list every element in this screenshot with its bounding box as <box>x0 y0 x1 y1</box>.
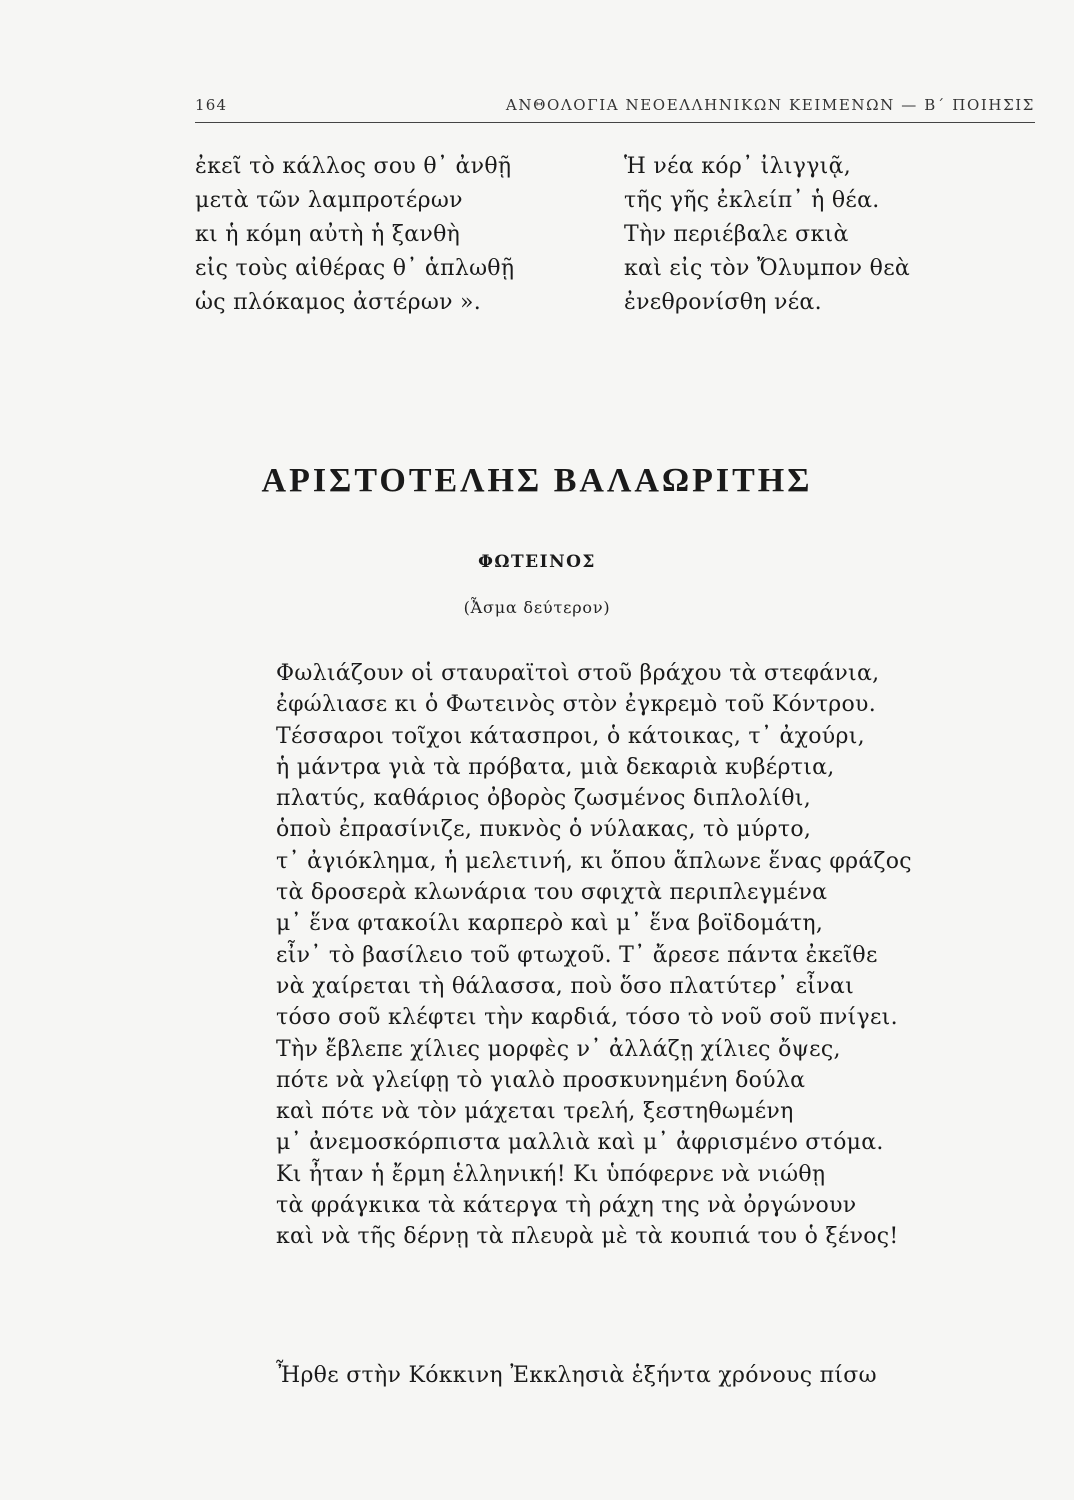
poem-line: Τὴν ἔβλεπε χίλιες μορφὲς ν᾽ ἀλλάζῃ χίλιες ὄψες, <box>276 1036 841 1062</box>
running-header <box>195 96 1035 120</box>
poem-line: μ᾽ ἀνεμοσκόρπιστα μαλλιὰ καὶ μ᾽ ἀφρισμένο στόμα. <box>276 1130 884 1156</box>
poem-line: τόσο σοῦ κλέφτει τὴν καρδιά, τόσο τὸ νοῦ σοῦ πνίγει. <box>276 1005 898 1031</box>
verse-line: κι ἡ κόμη αὐτὴ ἡ ξανθὴ <box>195 222 461 247</box>
header-rule <box>195 122 1035 123</box>
poem-line: Κι ἦταν ἡ ἔρμη ἑλληνική! Κι ὑπόφερνε νὰ νιώθῃ <box>276 1161 826 1187</box>
poem-line: τὰ φράγκικα τὰ κάτεργα τὴ ράχη της νὰ ὀργώνουν <box>276 1193 857 1219</box>
poem-line: ἐφώλιασε κι ὁ Φωτεινὸς στὸν ἐγκρεμὸ τοῦ Κόντρου. <box>276 692 877 718</box>
verse-line: ἐνεθρονίσθη νέα. <box>624 290 822 315</box>
poem-body <box>276 658 912 1253</box>
poem-line: καὶ πότε νὰ τὸν μάχεται τρελή, ξεστηθωμένη <box>276 1099 794 1125</box>
poem-line: τ᾽ ἀγιόκλημα, ἡ μελετινή, κι ὅπου ἅπλωνε ἕνας φράζος <box>276 848 912 874</box>
author-heading: ΑΡΙΣΤΟΤΕΛΗΣ ΒΑΛΑΩΡΙΤΗΣ <box>261 462 813 499</box>
verse-line: ὡς πλόκαμος ἀστέρων ». <box>195 290 482 315</box>
verse-line: τῆς γῆς ἐκλείπ᾽ ἡ θέα. <box>624 188 880 213</box>
poem-line: πλατύς, καθάριος ὀβορὸς ζωσμένος διπλολίθι, <box>276 786 812 812</box>
running-title: ΑΝΘΟΛΟΓΙΑ ΝΕΟΕΛΛΗΝΙΚΩΝ ΚΕΙΜΕΝΩΝ — Β΄ ΠΟΙΗΣΙΣ <box>505 96 1035 114</box>
stanza-right-column <box>624 150 910 320</box>
poem-line: μ᾽ ἕνα φτακοίλι καρπερὸ καὶ μ᾽ ἕνα βοϊδομάτη, <box>276 911 824 937</box>
verse-line: μετὰ τῶν λαμπροτέρων <box>195 188 463 213</box>
stanza-left-column <box>195 150 514 320</box>
poem-line: Τέσσαροι τοῖχοι κάτασπροι, ὁ κάτοικας, τ᾽ ἀχούρι, <box>276 723 865 749</box>
verse-line: καὶ εἰς τὸν Ὄλυμπον θεὰ <box>624 256 911 281</box>
verse-line: ἐκεῖ τὸ κάλλος σου θ᾽ ἀνθῇ <box>195 154 512 179</box>
poem-line-next-stanza: Ἦρθε στὴν Κόκκινη Ἐκκλησιὰ ἑξήντα χρόνους πίσω <box>276 1363 877 1388</box>
poem-title: ΦΩΤΕΙΝΟΣ <box>478 552 596 572</box>
page-number: 164 <box>195 96 228 114</box>
poem-subtitle: (Ἆσμα δεύτερον) <box>463 598 611 617</box>
poem-line: εἶν᾽ τὸ βασίλειο τοῦ φτωχοῦ. Τ᾽ ἄρεσε πάντα ἐκεῖθε <box>276 942 878 968</box>
poem-line: ἡ μάντρα γιὰ τὰ πρόβατα, μιὰ δεκαριὰ κυβέρτια, <box>276 754 835 780</box>
poem-line: Φωλιάζουν οἱ σταυραϊτοὶ στοῦ βράχου τὰ στεφάνια, <box>276 661 880 686</box>
poem-line: τὰ δροσερὰ κλωνάρια του σφιχτὰ περιπλεγμένα <box>276 880 828 906</box>
verse-line: Ἡ νέα κόρ᾽ ἰλιγγιᾷ, <box>624 154 852 179</box>
poem-line: ὁποὺ ἐπρασίνιζε, πυκνὸς ὁ νύλακας, τὸ μύρτο, <box>276 817 812 843</box>
verse-line: Τὴν περιέβαλε σκιὰ <box>624 222 849 247</box>
poem-line: πότε νὰ γλείφῃ τὸ γιαλὸ προσκυνημένη δούλα <box>276 1067 806 1093</box>
verse-line: εἰς τοὺς αἰθέρας θ᾽ ἁπλωθῇ <box>195 256 515 281</box>
poem-line: νὰ χαίρεται τὴ θάλασσα, ποὺ ὅσο πλατύτερ᾽ εἶναι <box>276 973 854 999</box>
poem-line: καὶ νὰ τῆς δέρνῃ τὰ πλευρὰ μὲ τὰ κουπιά του ὁ ξένος! <box>276 1224 899 1250</box>
